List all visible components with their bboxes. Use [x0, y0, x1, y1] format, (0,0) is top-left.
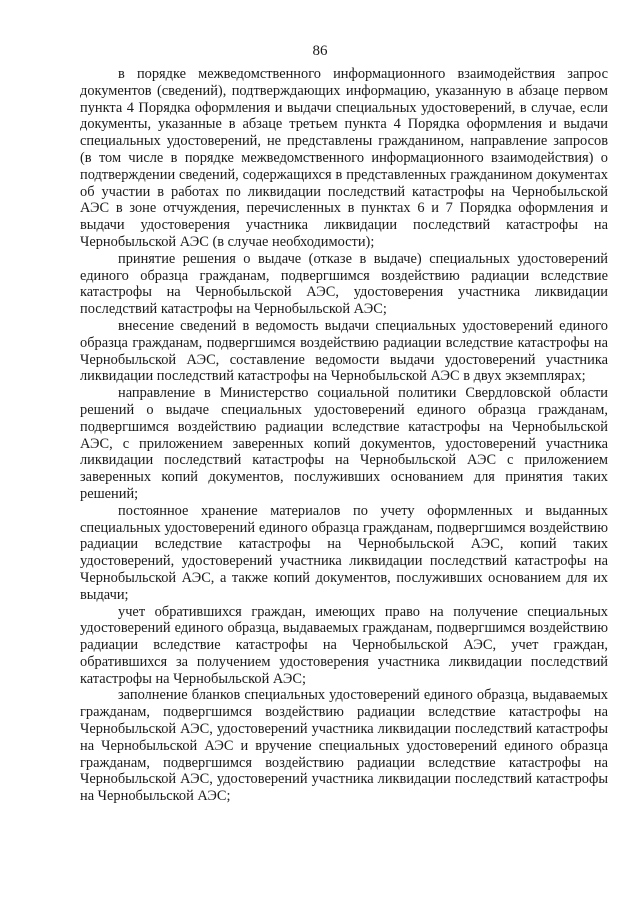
paragraph-1: в порядке межведомственного информационного взаимодействия запрос документов (сведений), подтверждающих информацию, указанную в абзаце первом пункта 4 Порядка оформления и выдачи специальных удостоверений, в случае, если документы, указанные в абзаце третьем пункта 4 Порядка оформления и выдачи специальных удостоверений, не представлены гражданином, направление запросов (в том числе в порядке межведомственного информационного взаимодействия) о подтверждении сведений, содержащихся в представленных гражданином документах об участии в работах по ликвидации последствий катастрофы на Чернобыльской АЭС в зоне отчуждения, перечисленных в пунктах 6 и 7 Порядка оформления и выдачи удостоверения участника ликвидации последствий катастрофы на Чернобыльской АЭС (в случае необходимости);: [80, 66, 608, 250]
page-number: 86: [312, 43, 328, 59]
paragraph-3: внесение сведений в ведомость выдачи специальных удостоверений единого образца гражданам, подвергшимся воздействию радиации вследствие катастрофы на Чернобыльской АЭС, составление ведомости выдачи удостоверений участника ликвидации последствий катастрофы на Чернобыльской АЭС в двух экземплярах;: [80, 317, 608, 385]
document-body: [80, 66, 608, 805]
paragraph-7: заполнение бланков специальных удостоверений единого образца, выдаваемых гражданам, подвергшимся воздействию радиации вследствие катастрофы на Чернобыльской АЭС, удостоверений участника ликвидации последствий катастрофы на Чернобыльской АЭС и вручение специальных удостоверений единого образца гражданам, подвергшимся воздействию радиации вследствие катастрофы на Чернобыльской АЭС, удостоверений участника ликвидации последствий катастрофы на Чернобыльской АЭС;: [80, 687, 608, 805]
paragraph-5: постоянное хранение материалов по учету оформленных и выданных специальных удостоверений единого образца гражданам, подвергшимся воздействию радиации вследствие катастрофы на Чернобыльской АЭС, копий таких удостоверений, удостоверений участника ликвидации последствий катастрофы на Чернобыльской АЭС, а также копий документов, послуживших основанием для их выдачи;: [80, 502, 608, 603]
paragraph-4: направление в Министерство социальной политики Свердловской области решений о выдаче специальных удостоверений единого образца гражданам, подвергшимся воздействию радиации вследствие катастрофы на Чернобыльской АЭС, с приложением заверенных копий документов, удостоверений участника ликвидации последствий катастрофы на Чернобыльской АЭС с приложением заверенных копий документов, послуживших основанием для принятия таких решений;: [80, 385, 608, 502]
paragraph-6: учет обратившихся граждан, имеющих право на получение специальных удостоверений единого образца, выдаваемых гражданам, подвергшимся воздействию радиации вследствие катастрофы на Чернобыльской АЭС, учет граждан, обратившихся за получением удостоверения участника ликвидации последствий катастрофы на Чернобыльской АЭС;: [80, 603, 608, 687]
paragraph-2: принятие решения о выдаче (отказе в выдаче) специальных удостоверений единого образца гражданам, подвергшимся воздействию радиации вследствие катастрофы на Чернобыльской АЭС, удостоверения участника ликвидации последствий катастрофы на Чернобыльской АЭС;: [80, 250, 608, 318]
